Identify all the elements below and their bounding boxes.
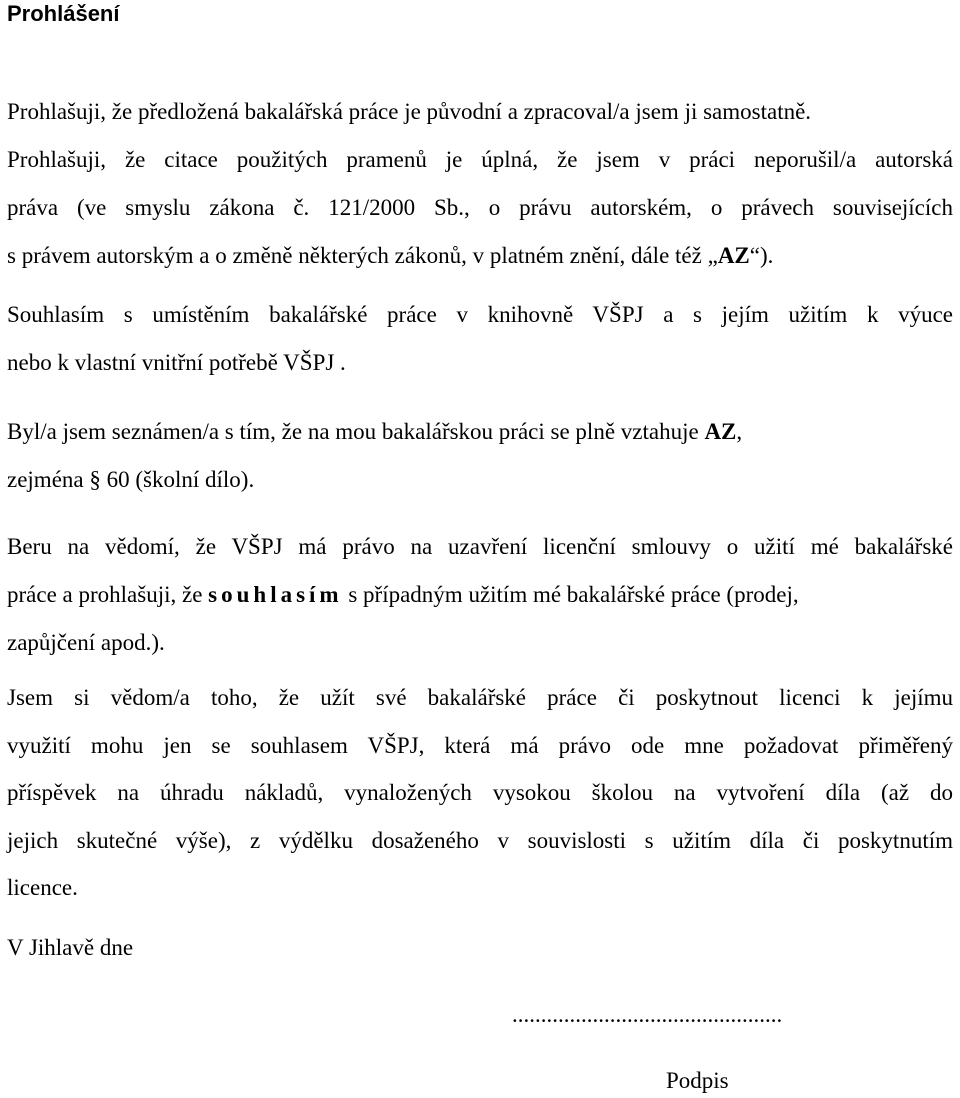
line-text: práce a prohlašuji, že — [7, 582, 209, 607]
paragraph-line: Jsem si vědom/a toho, že užít své bakalářské práce či poskytnout licenci k jejímu — [7, 685, 953, 710]
place-date-label: V Jihlavě dne — [7, 935, 134, 960]
paragraph-line — [7, 232, 953, 280]
paragraph-line: příspěvek na úhradu nákladů, vynaložených vysokou školou na vytvoření díla (až do — [7, 780, 953, 805]
paragraph-line — [7, 571, 953, 619]
line-text: s právem autorským a o změně některých zákonů, v platném znění, dále též „ — [7, 243, 718, 268]
paragraph-line: zapůjčení apod.). — [7, 630, 165, 655]
az-abbreviation: AZ — [704, 419, 737, 444]
signature-line: ............................................... — [512, 1002, 783, 1027]
paragraph-line: Beru na vědomí, že VŠPJ má právo na uzavření licenční smlouvy o užití mé bakalářské — [7, 534, 953, 559]
signature-label: Podpis — [666, 1068, 729, 1093]
paragraph-line: Prohlašuji, že citace použitých pramenů je úplná, že jsem v práci neporušil/a autorská — [7, 147, 953, 172]
paragraph-line: Prohlašuji, že předložená bakalářská práce je původní a zpracoval/a jsem ji samostatně. — [7, 99, 812, 124]
line-text: Byl/a jsem seznámen/a s tím, že na mou bakalářskou práci se plně vztahuje — [7, 419, 705, 444]
paragraph-az-acknowledgement — [7, 408, 953, 504]
paragraph-line: nebo k vlastní vnitřní potřebě VŠPJ . — [7, 350, 346, 375]
paragraph-line: Souhlasím s umístěním bakalářské práce v knihovně VŠPJ a s jejím užitím k výuce — [7, 302, 953, 327]
paragraph-line: licence. — [7, 875, 78, 900]
paragraph-line: zejména § 60 (školní dílo). — [7, 467, 255, 492]
paragraph-line: využití mohu jen se souhlasem VŠPJ, která má právo ode mne požadovat přiměřený — [7, 732, 953, 758]
paragraph-line: práva (ve smyslu zákona č. 121/2000 Sb., o právu autorském, o právech souvisejících — [7, 195, 953, 220]
page-title: Prohlášení — [7, 1, 120, 26]
line-text: s případným užitím mé bakalářské práce (prodej, — [342, 582, 799, 607]
consent-word: souhlasím — [208, 582, 343, 607]
line-text: , — [736, 419, 743, 444]
paragraph-licence-agreement — [7, 523, 953, 667]
paragraph-library-consent — [7, 291, 953, 387]
paragraph-line — [7, 408, 953, 456]
line-text: “). — [749, 243, 774, 268]
paragraph-line: jejich skutečné výše), z výdělku dosaženého v souvislosti s užitím díla či poskytnutím — [7, 827, 953, 853]
paragraph-originality — [7, 88, 953, 280]
paragraph-compensation — [7, 674, 953, 912]
az-abbreviation: AZ — [717, 243, 750, 268]
